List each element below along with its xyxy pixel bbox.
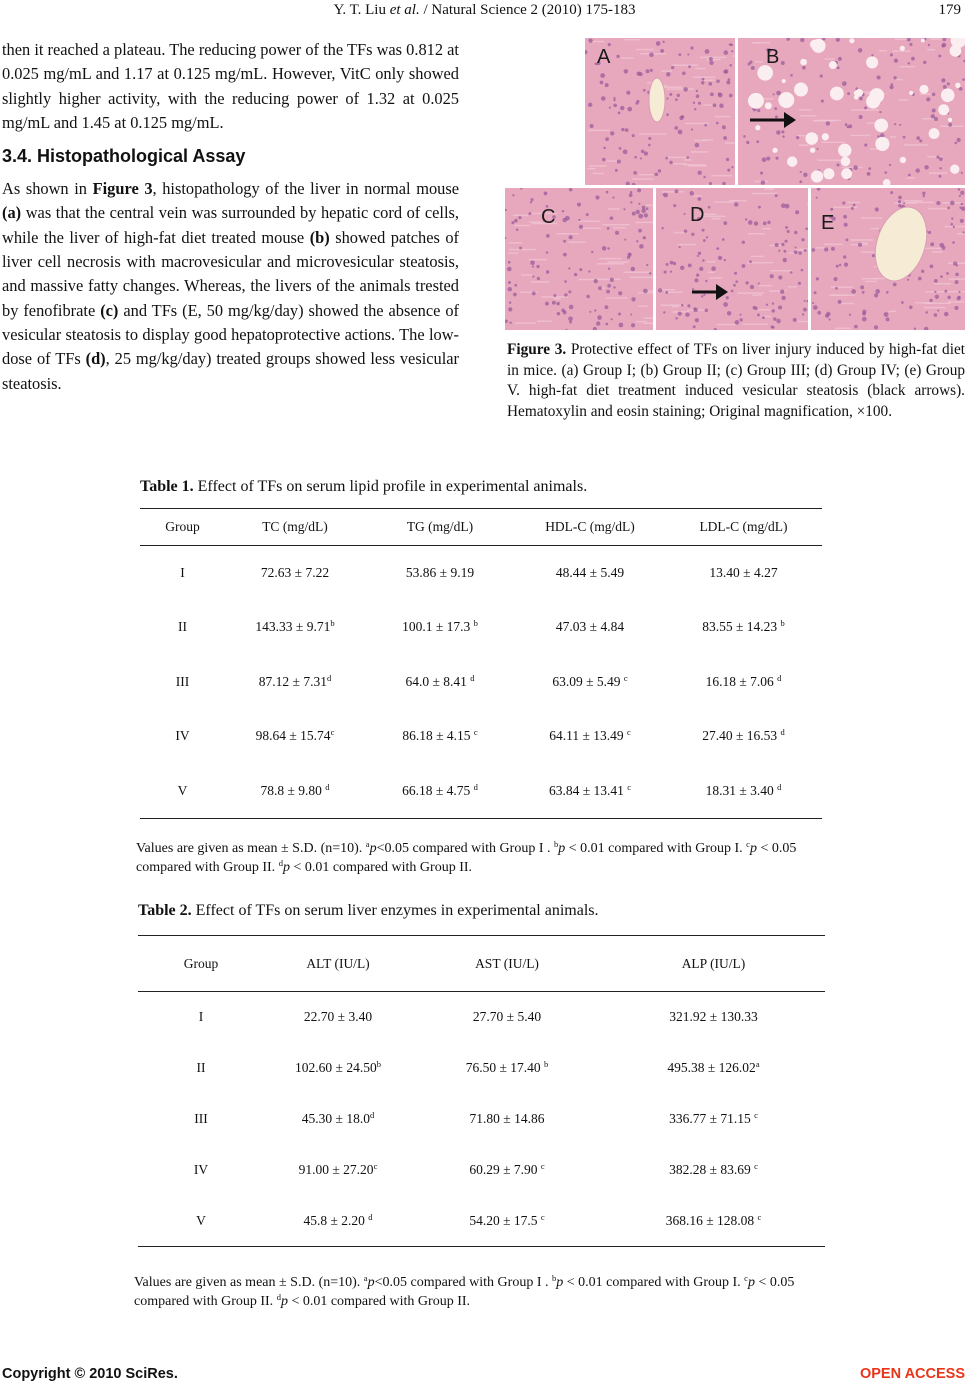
micrograph-panel-a [585, 38, 735, 185]
table-1-col-header: LDL-C (mg/dL) [699, 519, 788, 534]
table-1-footnote: Values are given as mean ± S.D. (n=10). $^a$p<0.05 compared with Group I . $^b$p < 0.01 compared with Group I. $^c$p < 0.05 compared with Group II. $^d$p < 0.01 compared with Group II. [136, 839, 797, 875]
table-2-cell: 60.29 ± 7.90 $^c$ [469, 1161, 545, 1177]
micrograph-d-image [656, 188, 808, 330]
table-2-cell: 76.50 ± 17.40 $^b$ [465, 1059, 549, 1075]
panel-letter-b: B [766, 46, 780, 68]
copyright: Copyright © 2010 SciRes. [2, 1366, 178, 1382]
table-1-cell: 47.03 ± 4.84 [555, 619, 625, 635]
micrograph-panel-b [738, 38, 965, 185]
table-1-col-header: Group [165, 519, 200, 534]
intro-paragraph: then it reached a plateau. The reducing power of the TFs was 0.812 at 0.025 mg/mL and 1.17 at 0.125 mg/mL. However, VitC only showed slightly higher activity, with the reducing power of 1.32 at 0.025 mg/mL and 1.45 at 0.125 mg/mL. [2, 40, 459, 132]
panel-letter-a: A [597, 46, 611, 68]
table-2-row [138, 1094, 825, 1145]
table-1-cell: II [178, 619, 187, 635]
table-1-cell: 86.18 ± 4.15 $^c$ [402, 727, 478, 744]
table-1-cell: 63.09 ± 5.49 $^c$ [552, 672, 628, 689]
table-1-cell: 143.33 ± 9.71$^b$ [255, 618, 335, 635]
table-1-row [140, 764, 822, 819]
table-2-col-header: ALT (IU/L) [306, 955, 370, 971]
table-2-cell: 368.16 ± 128.08 $^c$ [665, 1211, 762, 1228]
table-1-row [140, 655, 822, 710]
table-1-cell: 16.18 ± 7.06 $^d$ [705, 672, 782, 689]
table-2-cell: 495.38 ± 126.02$^a$ [667, 1059, 760, 1075]
table-1 [140, 508, 822, 819]
table-2-footnote: Values are given as mean ± S.D. (n=10). $^a$p<0.05 compared with Group I . $^b$p < 0.01 compared with Group I. $^c$p < 0.05 compared with Group II. $^d$p < 0.01 compared with Group II. [134, 1273, 795, 1309]
micrograph-panel-c [505, 188, 653, 330]
central-vein [649, 78, 665, 122]
table-2-cell: 71.80 ± 14.86 [469, 1111, 545, 1126]
table-1-cell: 13.40 ± 4.27 [709, 565, 778, 580]
table-2-col-header: AST (IU/L) [475, 955, 539, 971]
figure-3-caption: Figure 3. Protective effect of TFs on liver injury induced by high-fat diet in mice. (a) Group I; (b) Group II; (c) Group III; (d) Group IV; (e) Group V. high-fat diet treatment induced vesicular steatosis (black arrows). Hematoxylin and eosin staining; Original magnification, ×100. [507, 341, 965, 420]
table-1-cell: V [177, 782, 188, 798]
panel-letter-c: C [541, 206, 556, 228]
table-2-cell: IV [193, 1162, 209, 1177]
table-2-col-header: ALP (IU/L) [681, 955, 746, 971]
table-1-cell: III [175, 673, 190, 689]
table-1-cell: 27.40 ± 16.53 $^d$ [702, 727, 785, 744]
table-1-cell: 48.44 ± 5.49 [555, 565, 625, 580]
table-1-col-header: TG (mg/dL) [406, 519, 474, 534]
table-2-cell: 45.8 ± 2.20 $^d$ [303, 1211, 373, 1228]
micrograph-c-image [505, 188, 653, 330]
micrograph-panel-d [656, 188, 808, 330]
table-1-cell: I [180, 565, 185, 580]
table-2-cell: 102.60 ± 24.50$^b$ [295, 1059, 381, 1075]
table-1-row [140, 546, 822, 601]
table-1-cell: 100.1 ± 17.3 $^b$ [402, 618, 478, 635]
table-2-row [138, 1043, 825, 1094]
table-2-cell: V [196, 1212, 206, 1228]
table-1-cell: 87.12 ± 7.31$^d$ [258, 672, 332, 689]
table-1-cell: IV [175, 728, 190, 744]
table-1-cell: 64.11 ± 13.49 $^c$ [549, 727, 631, 744]
panel-letter-d: D [690, 204, 705, 226]
open-access-label: OPEN ACCESS [859, 1366, 965, 1382]
section-heading: 3.4. Histopathological Assay [2, 146, 246, 167]
table-1-cell: 18.31 ± 3.40 $^d$ [705, 781, 782, 798]
micrograph-e-image [811, 188, 965, 330]
table-2-cell: 27.70 ± 5.40 [472, 1009, 542, 1025]
table-1-cell: 72.63 ± 7.22 [260, 565, 330, 580]
panel-letter-e: E [821, 212, 835, 234]
table-2-cell: 336.77 ± 71.15 $^c$ [669, 1110, 758, 1126]
figure-3 [505, 38, 965, 330]
table-1-cell: 63.84 ± 13.41 $^c$ [548, 781, 632, 798]
page-number: 179 [938, 2, 961, 18]
table-1-cell: 66.18 ± 4.75 $^d$ [402, 781, 478, 798]
table-2-row [138, 1196, 825, 1247]
table-1-row [140, 600, 822, 655]
histopathology-paragraph: As shown in Figure 3, histopathology of the liver in normal mouse (a) was that the central vein was surrounded by hepatic cord of cells, while the liver of high-fat diet treated mouse (b) showed patches of liver cell necrosis with macrovesicular and microvesicular steatosis, and massive fatty changes. Whereas, the livers of the animals trested by fenofibrate (c) and TFs (E, 50 mg/kg/day) showed the absence of vesicular steatosis to display good hepatoprotective actions. The low-dose of TFs (d), 25 mg/kg/day) treated groups showed less vesicular steatosis. [2, 179, 460, 393]
table-1-cell: 83.55 ± 14.23 $^b$ [702, 618, 785, 635]
table-1-col-header: TC (mg/dL) [262, 519, 328, 534]
table-1-cell: 64.0 ± 8.41 $^d$ [405, 672, 475, 689]
table-2-cell: 91.00 ± 27.20$^c$ [298, 1161, 378, 1177]
table-2-row [138, 992, 825, 1043]
table-2-cell: 54.20 ± 17.5 $^c$ [469, 1211, 545, 1228]
table-2-row [138, 1145, 825, 1196]
table-2-body [138, 992, 825, 1247]
table-2-cell: 45.30 ± 18.0$^d$ [301, 1110, 375, 1126]
micrograph-panel-e [811, 188, 965, 330]
table-2-cell: I [198, 1009, 204, 1025]
table-2-cell: 321.92 ± 130.33 [669, 1009, 758, 1025]
table-2-caption: Table 2. Effect of TFs on serum liver enzymes in experimental animals. [138, 902, 599, 919]
table-2 [138, 935, 825, 1247]
table-1-cell: 78.8 ± 9.80 $^d$ [260, 781, 330, 798]
table-1-cell: 53.86 ± 9.19 [405, 565, 475, 580]
table-2-cell: III [194, 1111, 208, 1126]
table-2-header-row [138, 936, 825, 992]
left-column [2, 38, 459, 396]
table-2-cell: 382.28 ± 83.69 $^c$ [669, 1161, 758, 1177]
table-2-col-header: Group [183, 955, 219, 971]
table-2-cell: 22.70 ± 3.40 [303, 1009, 373, 1025]
table-1-col-header: HDL-C (mg/dL) [545, 519, 635, 534]
table-1-cell: 98.64 ± 15.74$^c$ [255, 727, 335, 744]
running-header: Y. T. Liu et al. / Natural Science 2 (2010) 175-183 [333, 2, 636, 18]
table-1-header-row [140, 509, 822, 546]
table-1-row [140, 709, 822, 764]
table-1-caption: Table 1. Effect of TFs on serum lipid profile in experimental animals. [140, 478, 588, 495]
table-1-body [140, 546, 822, 819]
table-2-cell: II [196, 1060, 206, 1075]
